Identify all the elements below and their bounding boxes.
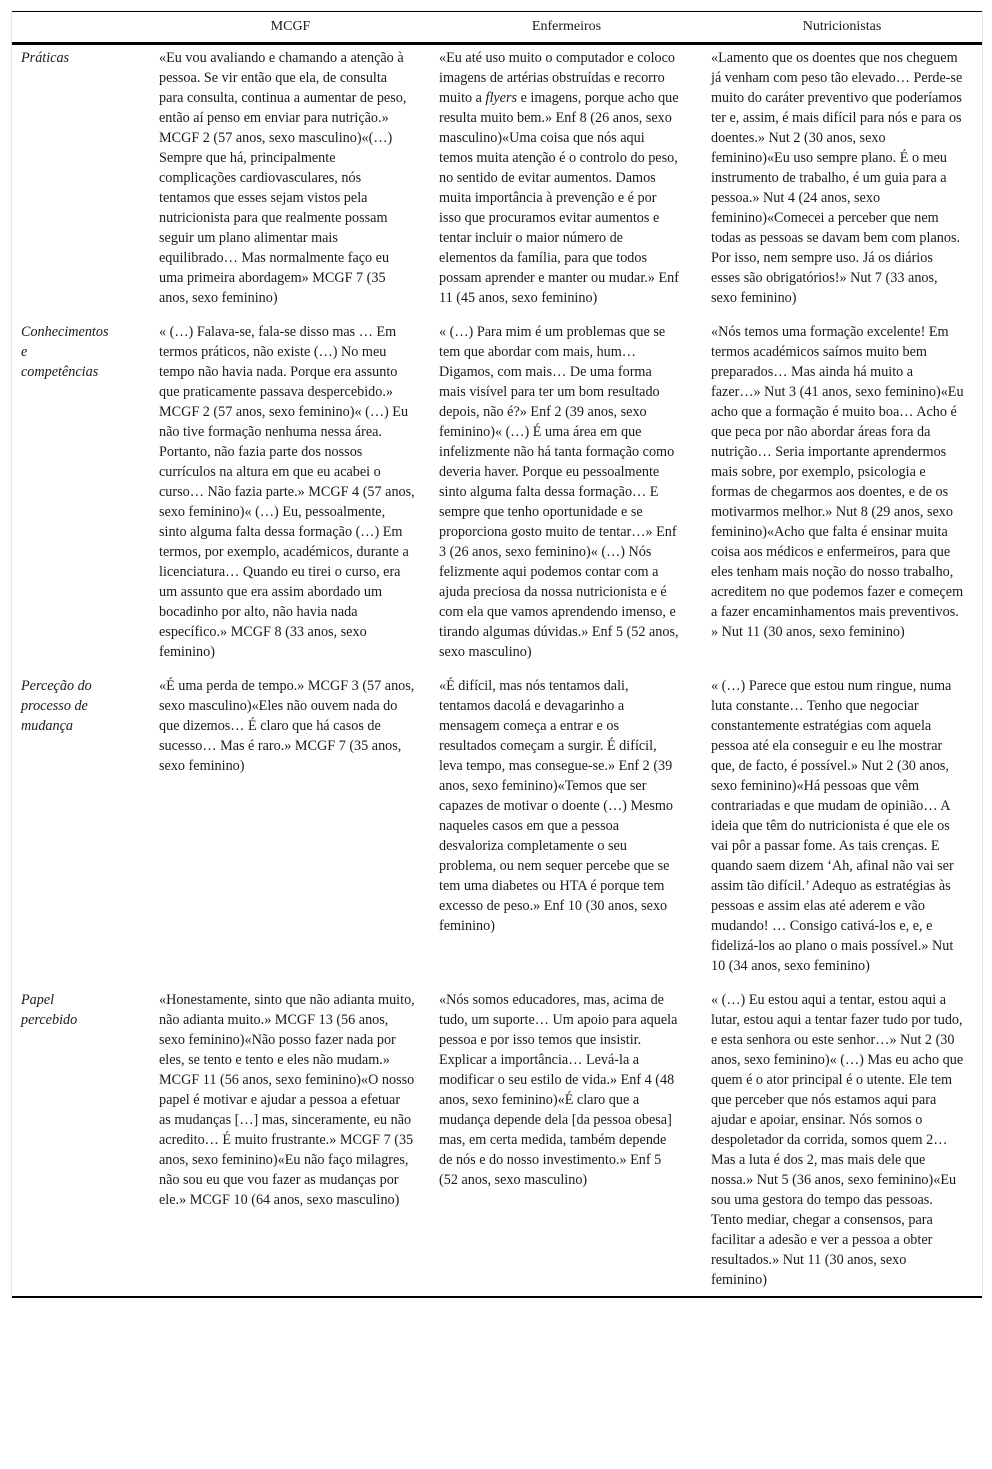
header-enfermeiros: Enfermeiros [531, 19, 602, 34]
category-label-line: competências [21, 364, 99, 380]
category-label-line: percebido [21, 1012, 78, 1028]
enfermeiros-cell: «É difícil, mas nós tentamos dali, tentamos dacolá e devagarinho a mensagem começa a entrar e os resultados começam a surgir. É difícil, leva tempo, mas consegue-se.» Enf 2 (39 anos, sexo feminino)«Temos que ser capazes de motivar o doente (…) Mesmo naqueles casos em que a pessoa desvaloriza completamente o seu problema, ou nem sequer percebe que se tem uma diabetes ou HTA é porque tem excesso de peso.» Enf 10 (30 anos, sexo feminino) [439, 678, 674, 934]
header-category [12, 12, 150, 44]
header-nutricionistas: Nutricionistas [802, 19, 882, 34]
nutricionistas-cell: «Lamento que os doentes que nos cheguem já venham com peso tão elevado… Perde-se muito do caráter preventivo que poderíamos ter e, assim, é mais difícil para nós e para os doentes.» Nut 2 (30 anos, sexo feminino)«Eu uso sempre plano. É o meu instrumento de trabalho, é um guia para a pessoa.» Nut 4 (24 anos, sexo feminino)«Comecei a perceber que nem todas as pessoas se davam bem com planos. Por isso, nem sempre uso. Já os diários esses são obrigatórios!» Nut 7 (33 anos, sexo feminino) [711, 50, 963, 306]
table-row-conhecimentos [12, 319, 982, 673]
quotes-table [12, 11, 982, 1298]
mcgf-cell: «É uma perda de tempo.» MCGF 3 (57 anos, sexo masculino)«Eles não ouvem nada do que dizemos… É claro que há casos de sucesso… Mas é raro.» MCGF 7 (35 anos, sexo feminino) [159, 678, 415, 774]
category-cell [12, 987, 150, 1297]
category-label-line: mudança [21, 718, 74, 734]
table-row-praticas [12, 44, 982, 320]
category-label-line: e [21, 344, 28, 360]
table-row-papel [12, 987, 982, 1297]
category-label: Práticas [21, 50, 70, 66]
category-cell [12, 44, 150, 320]
category-cell [12, 319, 150, 673]
enfermeiros-cell: «Nós somos educadores, mas, acima de tudo, um suporte… Um apoio para aquela pessoa e por isso temos que insistir. Explicar a importância… Levá-la a modificar o seu estilo de vida.» Enf 4 (48 anos, sexo feminino)«É claro que a mudança depende dela [da pessoa obesa] mas, em certa medida, também depende de nós e do nosso investimento.» Enf 5 (52 anos, sexo masculino) [439, 992, 678, 1188]
quote-text: e imagens, porque acho que resulta muito bem.» Enf 8 (26 anos, sexo masculino)«Uma coisa que nós aqui temos muita atenção é o controlo do peso, no sentido de evitar aumentos. Damos muita importância à prevenção e é por isso que procuramos evitar aumentos e tentar incluir o maior número de elementos da família, para que todos possam aprender e manter ou mudar.» Enf 11 (45 anos, sexo feminino) [439, 90, 679, 306]
category-cell [12, 673, 150, 987]
enfermeiros-cell: « (…) Para mim é um problemas que se tem que abordar com mais, hum… Digamos, com mais… De uma forma mais visível para ter um bom resultado depois, não é?» Enf 2 (39 anos, sexo feminino)« (…) É uma área em que infelizmente não há tanta formação como deveria haver. Porque eu pessoalmente sinto alguma falta dessa formação… E sempre que tenho oportunidade e se proporciona gosto muito de tentar…» Enf 3 (26 anos, sexo feminino)« (…) Nós felizmente aqui podemos contar com a ajuda preciosa da nossa nutricionista e é com ela que vamos aprendendo imenso, e tirando algumas dúvidas.» Enf 5 (52 anos, sexo masculino) [439, 324, 679, 660]
mcgf-cell: «Eu vou avaliando e chamando a atenção à pessoa. Se vir então que ela, de consulta para consulta, continua a aumentar de peso, então aí penso em enviar para nutrição.» MCGF 2 (57 anos, sexo masculino)«(…) Sempre que há, principalmente complicações cardiovasculares, nós tentamos que esses sejam vistos pela nutricionista para que realmente possam seguir um plano alimentar mais equilibrado… Mas normalmente faço eu uma primeira abordagem» MCGF 7 (35 anos, sexo feminino) [159, 50, 407, 306]
table-header [12, 12, 982, 44]
quote-text: «Eu até uso muito o computador e coloco imagens de artérias obstruídas e recorro muito a [439, 50, 676, 106]
header-mcgf: MCGF [270, 19, 311, 34]
category-label-line: Papel [21, 992, 55, 1008]
category-label-line: Conhecimentos [21, 324, 109, 340]
mcgf-cell: «Honestamente, sinto que não adianta muito, não adianta muito.» MCGF 13 (56 anos, sexo feminino)«Não posso fazer nada por eles, se tento e tento e eles não mudam.» MCGF 11 (56 anos, sexo feminino)«O nosso papel é motivar e ajudar a pessoa a efetuar as mudanças […] mas, sinceramente, eu não acredito… É muito frustrante.» MCGF 7 (35 anos, sexo feminino)«Eu não faço milagres, não sou eu que vou fazer as mudanças por ele.» MCGF 10 (64 anos, sexo masculino) [159, 992, 415, 1208]
table-row-percecao [12, 673, 982, 987]
nutricionistas-cell: «Nós temos uma formação excelente! Em termos académicos saímos muito bem preparados… Mas ainda há muito a fazer…» Nut 3 (41 anos, sexo feminino)«Eu acho que a formação é muito boa… Acho é que peca por não abordar áreas fora da nutrição… Seria importante aprendermos mais sobre, por exemplo, psicologia e formas de chegarmos aos doentes, e de os motivarmos melhor.» Nut 8 (29 anos, sexo feminino)«Acho que falta é ensinar muita coisa aos médicos e enfermeiros, para que eles tenham mais noção do nosso trabalho, acreditem no que podemos fazer e começem a fazer encaminhamentos mais preventivos. » Nut 11 (30 anos, sexo feminino) [711, 324, 964, 640]
quotes-table-container [11, 11, 983, 1298]
table-body [12, 44, 982, 1298]
quote-italic-term: flyers [485, 90, 518, 106]
nutricionistas-cell: « (…) Parece que estou num ringue, numa luta constante… Tenho que negociar constantemente estratégias com aquela pessoa até ela conseguir e eu lhe mostrar que, de facto, é possível.» Nut 2 (30 anos, sexo feminino)«Há pessoas que vêm contrariadas e que mudam de opinião… A ideia que têm do nutricionista é que ele os vai pôr a passar fome. As tais crenças. E quando saem dizem ‘Ah, afinal não vai ser assim tão difícil.’ Adequo as estratégias às pessoas e assim elas até aderem e vão mudando! … Consigo cativá-los e, e, e fidelizá-los ao plano o mais possível.» Nut 10 (34 anos, sexo feminino) [711, 678, 954, 974]
category-label-line: processo de [21, 698, 88, 714]
category-label-line: Perceção do [21, 678, 92, 694]
mcgf-cell: « (…) Falava-se, fala-se disso mas … Em termos práticos, não existe (…) No meu tempo não havia nada. Porque era assunto que praticamente passava despercebido.» MCGF 2 (57 anos, sexo feminino)« (…) Eu não tive formação nenhuma nessa área. Portanto, não fazia parte dos nossos currículos na altura em que eu acabei o curso… Não fazia parte.» MCGF 4 (57 anos, sexo feminino)« (…) Eu, pessoalmente, sinto alguma falta dessa formação (…) Em termos, por exemplo, académicos, durante a licenciatura… Quando eu tirei o curso, era um assunto que era assim abordado um bocadinho por alto, não havia nada específico.» MCGF 8 (33 anos, sexo feminino) [159, 324, 415, 660]
header-row [12, 12, 982, 44]
enfermeiros-cell [431, 44, 702, 320]
nutricionistas-cell: « (…) Eu estou aqui a tentar, estou aqui a lutar, estou aqui a tentar fazer tudo por tudo, e esta senhora ou este senhor…» Nut 2 (30 anos, sexo feminino)« (…) Mas eu acho que quem é o ator principal é o utente. Ele tem que perceber que nós estamos aqui para ajudar e apoiar, ensinar. Nós somos o despoletador da corrida, somos quem 2… Mas a luta é dos 2, mas mais dele que nossa.» Nut 5 (36 anos, sexo feminino)«Eu sou uma gestora do tempo das pessoas. Tento mediar, chegar a consensos, para facilitar a adesão e ver a pessoa a obter resultados.» Nut 11 (30 anos, sexo feminino) [711, 992, 964, 1288]
